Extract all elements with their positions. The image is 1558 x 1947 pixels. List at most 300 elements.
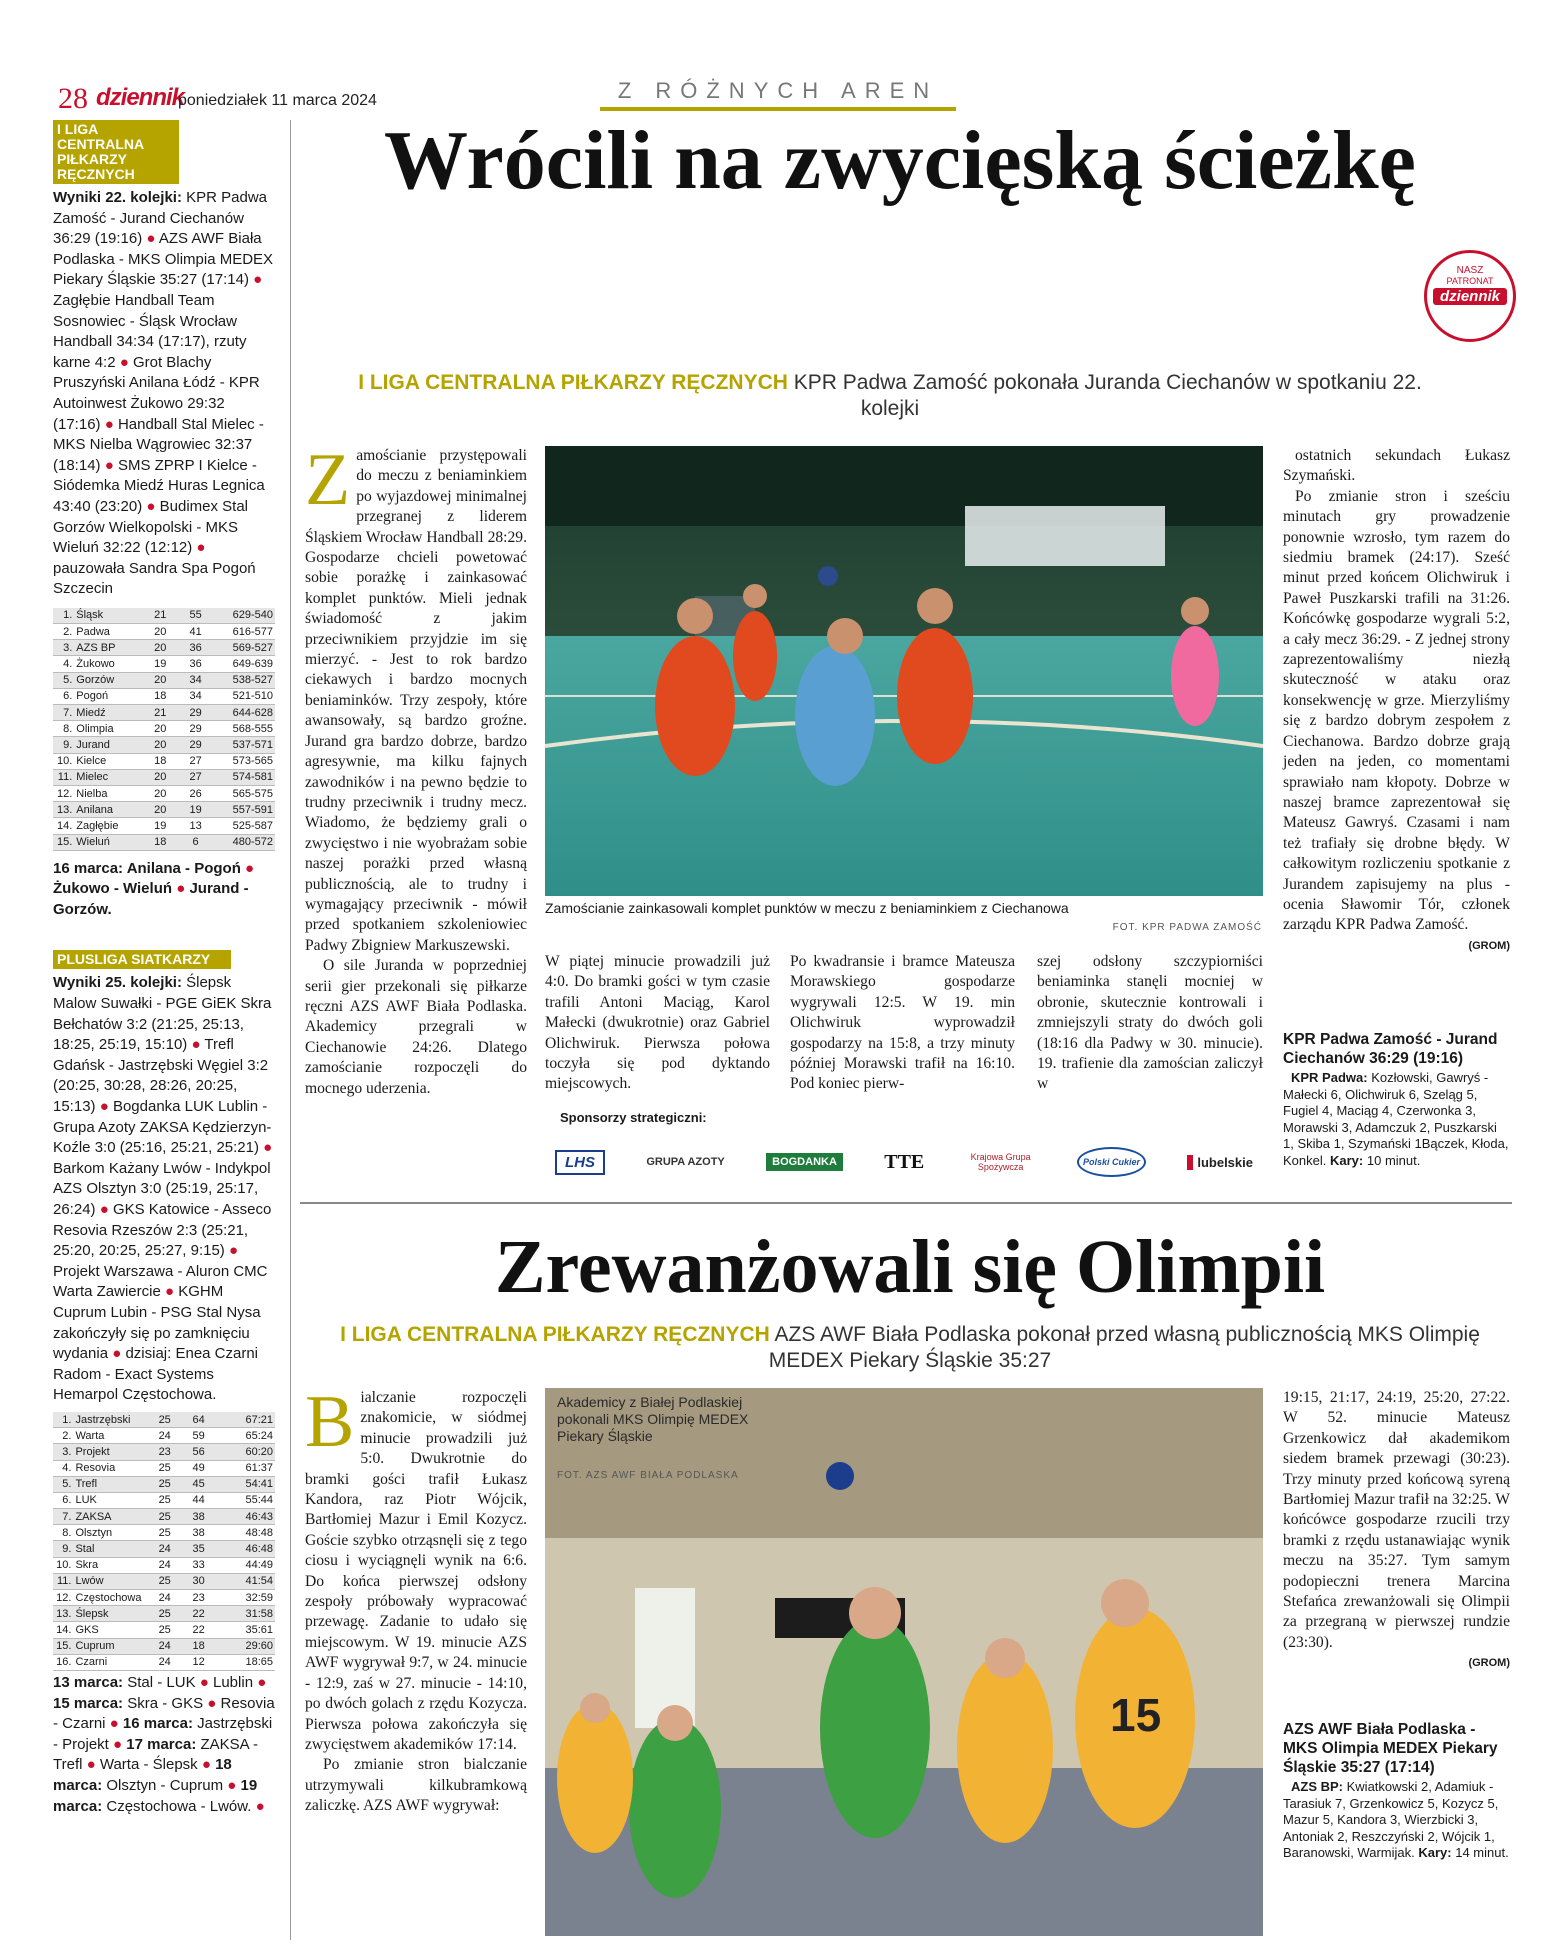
standings-score: 521-510 xyxy=(213,688,275,704)
standings-score: 44:49 xyxy=(216,1557,275,1573)
standings-points: 29 xyxy=(178,705,213,721)
standings-rank: 11. xyxy=(53,1573,73,1589)
article2-box-players: Kwiatkowski 2, Adamiuk - Tarasiuk 7, Grzenkowicz 5, Kozycz 5, Mazur 5, Kandora 3, Wierzbicki 3, Antoniak 2, Reszczyński 2, Wójcik 1, Baranowski, Warmijak. xyxy=(1283,1779,1499,1860)
volleyball-results-label: Wyniki 25. kolejki: xyxy=(53,974,182,992)
standings-score: 46:43 xyxy=(216,1509,275,1525)
standings-points: 26 xyxy=(178,785,213,801)
standings-rank: 6. xyxy=(53,688,74,704)
standings-games: 24 xyxy=(148,1590,182,1606)
sponsor-logo: Polski Cukier xyxy=(1077,1147,1146,1177)
fixture-game: Stal - LUK xyxy=(127,1673,196,1691)
standings-row xyxy=(53,1476,275,1492)
standings-rank: 9. xyxy=(53,737,74,753)
standings-rank: 12. xyxy=(53,785,74,801)
standings-team: Padwa xyxy=(74,624,142,640)
standings-rank: 10. xyxy=(53,753,74,769)
standings-games: 24 xyxy=(148,1654,182,1670)
standings-points: 33 xyxy=(182,1557,216,1573)
standings-score: 525-587 xyxy=(213,818,275,834)
standings-team: Kielce xyxy=(74,753,142,769)
fixture-date: 19 marca: xyxy=(53,1776,258,1815)
standings-row xyxy=(53,1638,275,1654)
standings-rank: 13. xyxy=(53,802,74,818)
standings-games: 20 xyxy=(143,769,178,785)
standings-score: 538-527 xyxy=(213,672,275,688)
sponsor-logo: BOGDANKA xyxy=(766,1153,843,1171)
article1-box-players: Kozłowski, Gawryś - Małecki 6, Olichwiruk 6, Szeląg 5, Fugiel 4, Maciąg 4, Czerwonka 3, Morawski 3, Adamczuk 2, Puszkarski 1, Skiba 1, Szymański 1Bączek, Kłoda, Konkel. xyxy=(1283,1070,1509,1168)
article1-lede xyxy=(330,370,1450,422)
standings-rank: 5. xyxy=(53,1476,73,1492)
fixture-game: Jastrzębski - Projekt xyxy=(53,1715,273,1753)
brand-logo: dziennik xyxy=(96,84,185,111)
standings-rank: 5. xyxy=(53,672,74,688)
patronage-badge xyxy=(1424,250,1516,342)
standings-row xyxy=(53,656,275,672)
standings-score: 46:48 xyxy=(216,1541,275,1557)
standings-team: Żukowo xyxy=(74,656,142,672)
standings-team: Trefl xyxy=(73,1476,147,1492)
article1-lede-league: I LIGA CENTRALNA PIŁKARZY RĘCZNYCH xyxy=(358,371,788,394)
standings-games: 20 xyxy=(143,737,178,753)
article2-headline: Zrewanżowali się Olimpii xyxy=(494,1225,1326,1309)
standings-team: Resovia xyxy=(73,1460,147,1476)
standings-games: 24 xyxy=(148,1428,182,1444)
volleyball-result: Barkom Każany Lwów - Indykpol AZS Olsztyn 3:0 (25:19, 25:17, 26:24) xyxy=(53,1159,271,1218)
handball-results: Wyniki 22. kolejki: KPR Padwa Zamość - Jurand Ciechanów 36:29 (19:16) ● AZS AWF Biała Podlaska - MKS Olimpia MEDEX Piekary Śląskie 35:27 (17:14) ● Zagłębie Handball Team Sosnowiec - Śląsk Wrocław Handball 34:34 (17:17), rzuty karne 4:2 ● Grot Blachy Pruszyński Anilana Łódź - KPR Autoinwest Żukowo 29:32 (17:16) ● Handball Stal Mielec - MKS Nielba Wągrowiec 32:37 (18:14) ● SMS ZPRP I Kielce - Siódemka Miedź Huras Legnica 43:40 (23:20) ● Budimex Stal Gorzów Wielkopolski - MKS Wieluń 32:22 (12:12) ● pauzowała Sandra Spa Pogoń Szczecin xyxy=(53,189,274,598)
fixture-game: Resovia - Czarni xyxy=(53,1694,275,1733)
standings-score: 31:58 xyxy=(216,1606,275,1622)
standings-score: 649-639 xyxy=(213,656,275,672)
handball-next-label: 16 marca: xyxy=(53,859,124,877)
standings-row xyxy=(53,769,275,785)
article1-photo-credit: FOT. KPR PADWA ZAMOŚĆ xyxy=(1112,922,1262,933)
volleyball-result: GKS Katowice - Asseco Resovia Rzeszów 2:3 (25:21, 25:20, 20:25, 25:27, 9:15) xyxy=(53,1201,272,1260)
article2-lede-text: AZS AWF Biała Podlaska pokonał przed własną publicznością MKS Olimpię MEDEX Piekary Śląskie 35:27 xyxy=(768,1323,1480,1372)
standings-games: 25 xyxy=(148,1573,182,1589)
standings-games: 25 xyxy=(148,1460,182,1476)
standings-rank: 1. xyxy=(53,608,74,624)
article2-box-lineup xyxy=(1283,1779,1510,1862)
standings-team: Wieluń xyxy=(74,834,142,850)
standings-team: Ślepsk xyxy=(73,1606,147,1622)
standings-row xyxy=(53,1654,275,1670)
standings-row xyxy=(53,721,275,737)
standings-team: Projekt xyxy=(73,1444,147,1460)
standings-points: 34 xyxy=(178,672,213,688)
article1-col1-p2: O sile Juranda w poprzedniej serii gier przekonali się piłkarze ręczni AZS AWF Biała Podlaska. Akademicy przegrali w Ciechanowie 24:26. Dlatego zamościanie rozpoczęli do mocnego uderzenia. xyxy=(305,957,527,1097)
standings-team: Gorzów xyxy=(74,672,142,688)
handball-heading: I LIGA CENTRALNA PIŁKARZY RĘCZNYCH xyxy=(53,120,179,184)
standings-points: 36 xyxy=(178,656,213,672)
standings-row xyxy=(53,688,275,704)
standings-points: 29 xyxy=(178,737,213,753)
standings-score: 60:20 xyxy=(216,1444,275,1460)
article2-lede-league: I LIGA CENTRALNA PIŁKARZY RĘCZNYCH xyxy=(340,1323,770,1346)
volleyball-result: dzisiaj: Enea Czarni Radom - Exact Systems Hemarpol Częstochowa. xyxy=(53,1345,259,1404)
handball-result: Budimex Stal Gorzów Wielkopolski - MKS Wieluń 32:22 (12:12) xyxy=(53,497,249,557)
volleyball-fixtures: 13 marca: Stal - LUK ● Lublin ● 15 marca: Skra - GKS ● Resovia - Czarni ● 16 marca: Jastrzębski - Projekt ● 17 marca: ZAKSA - Trefl ● Warta - Ślepsk ● 18 marca: Olsztyn - Cuprum ● 19 marca: Częstochowa - Lwów. ● xyxy=(53,1673,275,1815)
standings-games: 18 xyxy=(143,753,178,769)
standings-row xyxy=(53,1541,275,1557)
standings-team: LUK xyxy=(73,1492,147,1508)
article1-box-pen: 10 minut. xyxy=(1366,1152,1421,1168)
standings-games: 19 xyxy=(143,656,178,672)
sidebar-divider xyxy=(290,120,291,1940)
article1-photo xyxy=(545,446,1263,896)
article1-box-pen-label: Kary: xyxy=(1330,1152,1364,1168)
standings-points: 18 xyxy=(182,1638,216,1654)
standings-score: 616-577 xyxy=(213,624,275,640)
standings-games: 25 xyxy=(148,1412,182,1428)
standings-games: 25 xyxy=(148,1622,182,1638)
article1-col5-p1: ostatnich sekundach Łukasz Szymański. xyxy=(1283,447,1510,485)
standings-score: 18:65 xyxy=(216,1654,275,1670)
standings-points: 56 xyxy=(182,1444,216,1460)
article1-column-4: szej odsłony szczypiorniści beniaminka stanęli mocniej w obronie, skutecznie kontrowali i zmniejszyli straty do dwóch goli (18:16 dla Padwy w 30. minucie). 19. trafienie dla zamościan zaliczył w xyxy=(1037,953,1263,1093)
standings-team: Miedź xyxy=(74,705,142,721)
handball-result: SMS ZPRP I Kielce - Siódemka Miedź Huras Legnica 43:40 (23:20) xyxy=(53,456,265,515)
standings-team: Stal xyxy=(73,1541,147,1557)
article1-signature: (GROM) xyxy=(1468,939,1510,952)
article2-result-box xyxy=(1283,1720,1510,1862)
article2-photo-credit: FOT. AZS AWF BIAŁA PODLASKA xyxy=(557,1470,739,1481)
article1-column-5 xyxy=(1283,446,1510,956)
standings-row xyxy=(53,1557,275,1573)
volleyball-result: Bogdanka LUK Lublin - Grupa Azoty ZAKSA Kędzierzyn-Koźle 3:0 (25:16, 25:21, 25:21) xyxy=(53,1098,272,1157)
standings-points: 36 xyxy=(178,640,213,656)
standings-points: 44 xyxy=(182,1492,216,1508)
standings-row xyxy=(53,1444,275,1460)
standings-points: 27 xyxy=(178,753,213,769)
article1-box-title: KPR Padwa Zamość - Jurand Ciechanów 36:29 (19:16) xyxy=(1283,1031,1498,1067)
handball-result: Grot Blachy Pruszyński Anilana Łódź - KPR Autoinwest Żukowo 29:32 (17:16) xyxy=(53,353,260,433)
standings-team: GKS xyxy=(73,1622,147,1638)
standings-games: 19 xyxy=(143,818,178,834)
standings-games: 24 xyxy=(148,1541,182,1557)
article2-col5: 19:15, 21:17, 24:19, 25:20, 27:22. W 52. minucie Mateusz Grzenkowicz dał akademikom siedem bramek przewagi (30:23). Trzy minuty przed końcową syreną Bartłomiej Mazur trafił na 32:25. W końcówce gospodarze rzucili trzy bramki z rzędu ustanawiając wynik meczu na 35:27. Tym samym podopieczni trenera Marcina Stefańca zrewanżowali się Olimpii za przegraną w pierwszej rundzie (23:30). xyxy=(1283,1389,1510,1651)
standings-points: 35 xyxy=(182,1541,216,1557)
standings-row xyxy=(53,1509,275,1525)
standings-points: 22 xyxy=(182,1606,216,1622)
article2-signature: (GROM) xyxy=(1468,1657,1510,1670)
standings-row xyxy=(53,1460,275,1476)
article2-box-pen: 14 minut. xyxy=(1455,1845,1509,1860)
standings-games: 20 xyxy=(143,624,178,640)
badge-brand: dziennik xyxy=(1433,288,1507,305)
standings-points: 27 xyxy=(178,769,213,785)
standings-row xyxy=(53,1492,275,1508)
article1-box-lineup xyxy=(1283,1070,1510,1169)
article1-col1-p1: amościanie przystępowali do meczu z beniaminkiem po wyjazdowej minimalnej przegranej z liderem Śląskiem Wrocław Handball 28:29. Gospodarze chcieli powetować sobie porażkę i zainkasować komplet punktów. Mieli jednak świadomość z jakim przeciwnikiem przyjdzie im się mierzyć. - Jest to rok bardzo ciekawych i bardzo mocnych beniaminków. Trzy zespoły, które awansowały, są bardzo groźne. Jurand gra bardzo dobrze, bardzo agresywnie, ma kilku fajnych zawodników i na pewno będzie to trudny przeciwnik i trudny mecz. Wiadomo, że będziemy grali o zwycięstwo i nie wyobrażam sobie naszej porażki przed własną publicznością, ale to trudny i wymagający przeciwnik - mówił przed spotkaniem szkoleniowiec Padwy Zbigniew Markuszewski. xyxy=(305,447,527,954)
volleyball-result: Ślepsk Malow Suwałki - PGE GiEK Skra Bełchatów 3:2 (21:25, 25:13, 18:25, 25:19, 15:10) xyxy=(53,974,272,1054)
standings-rank: 16. xyxy=(53,1654,73,1670)
article1-column-2: W piątej minucie prowadzili już 4:0. Do bramki gości w tym czasie trafili Antoni Maciąg, Karol Małecki (dwukrotnie) oraz Gabriel Olichwiruk. Pierwsza połowa toczyła się pod dyktando miejscowych. xyxy=(545,953,770,1093)
standings-games: 24 xyxy=(148,1638,182,1654)
volleyball-result: KGHM Cuprum Lubin - PSG Stal Nysa zakończyły się po zamknięciu wydania xyxy=(53,1283,261,1363)
fixture-date: 18 marca: xyxy=(53,1756,232,1794)
standings-rank: 8. xyxy=(53,721,74,737)
handball-next-round: 16 marca: Anilana - Pogoń ● Żukowo - Wieluń ● Jurand - Gorzów. xyxy=(53,859,255,918)
standings-score: 569-527 xyxy=(213,640,275,656)
article2-box-title: AZS AWF Biała Podlaska - MKS Olimpia MEDEX Piekary Śląskie 35:27 (17:14) xyxy=(1283,1721,1498,1776)
standings-team: Zagłębie xyxy=(74,818,142,834)
standings-points: 23 xyxy=(182,1590,216,1606)
standings-points: 38 xyxy=(182,1525,216,1541)
article2-dropcap: B xyxy=(305,1381,355,1463)
standings-rank: 14. xyxy=(53,818,74,834)
fixture-date: 13 marca: xyxy=(53,1673,124,1691)
standings-points: 34 xyxy=(178,688,213,704)
standings-row xyxy=(53,818,275,834)
standings-score: 35:61 xyxy=(216,1622,275,1638)
standings-team: Lwów xyxy=(73,1573,147,1589)
standings-points: 64 xyxy=(182,1412,216,1428)
article1-column-3: Po kwadransie i bramce Mateusza Morawskiego gospodarze wygrywali 12:5. W 19. min Olichwiruk wyprowadził gospodarzy na 15:8, a trzy minuty później Morawski trafił na 16:10. Pod koniec pierw- xyxy=(790,953,1015,1093)
standings-games: 23 xyxy=(148,1444,182,1460)
standings-score: 573-565 xyxy=(213,753,275,769)
standings-team: Jurand xyxy=(74,737,142,753)
article2-col1-p2: Po zmianie stron bialczanie utrzymywali kilkubramkową zaliczkę. AZS AWF wygrywał: xyxy=(305,1756,527,1815)
standings-score: 537-571 xyxy=(213,737,275,753)
article2-photo-caption: Akademicy z Białej Podlaskiej pokonali MKS Olimpię MEDEX Piekary Śląskie xyxy=(557,1394,749,1444)
volleyball-result: Projekt Warszawa - Aluron CMC Warta Zawiercie xyxy=(53,1262,268,1301)
standings-row xyxy=(53,705,275,721)
standings-rank: 2. xyxy=(53,1428,73,1444)
standings-row xyxy=(53,1622,275,1638)
standings-games: 20 xyxy=(143,802,178,818)
article1-photo-caption: Zamościanie zainkasowali komplet punktów w meczu z beniaminkiem z Ciechanowa xyxy=(545,900,1069,916)
standings-rank: 10. xyxy=(53,1557,73,1573)
standings-score: 55:44 xyxy=(216,1492,275,1508)
standings-points: 30 xyxy=(182,1573,216,1589)
standings-rank: 12. xyxy=(53,1590,73,1606)
standings-row xyxy=(53,1590,275,1606)
article1-column-1 xyxy=(305,439,527,1099)
standings-team: Czarni xyxy=(73,1654,147,1670)
standings-points: 22 xyxy=(182,1622,216,1638)
article2-photo xyxy=(545,1388,1263,1936)
standings-row xyxy=(53,624,275,640)
standings-points: 41 xyxy=(178,624,213,640)
standings-games: 18 xyxy=(143,688,178,704)
standings-points: 12 xyxy=(182,1654,216,1670)
standings-team: Olimpia xyxy=(74,721,142,737)
article2-column-1 xyxy=(305,1381,527,1817)
standings-score: 67:21 xyxy=(216,1412,275,1428)
standings-points: 59 xyxy=(182,1428,216,1444)
standings-rank: 3. xyxy=(53,640,74,656)
standings-team: Anilana xyxy=(74,802,142,818)
handball-fixture: Jurand - Gorzów. xyxy=(53,880,249,918)
article2-column-5 xyxy=(1283,1388,1510,1674)
handball-result: AZS AWF Biała Podlaska - MKS Olimpia MEDEX Piekary Śląskie 35:27 (17:14) xyxy=(53,230,274,289)
standings-rank: 6. xyxy=(53,1492,73,1508)
standings-rank: 2. xyxy=(53,624,74,640)
standings-rank: 15. xyxy=(53,834,74,850)
standings-team: Śląsk xyxy=(74,608,142,624)
standings-games: 25 xyxy=(148,1509,182,1525)
article2-box-pen-label: Kary: xyxy=(1418,1845,1452,1860)
standings-row xyxy=(53,672,275,688)
standings-team: Jastrzębski xyxy=(73,1412,147,1428)
standings-row xyxy=(53,785,275,801)
badge-mid: PATRONAT xyxy=(1446,276,1494,286)
standings-row xyxy=(53,802,275,818)
volleyball-standings-table xyxy=(53,1412,275,1671)
standings-row xyxy=(53,753,275,769)
sponsors-label: Sponsorzy strategiczni: xyxy=(560,1110,707,1125)
sponsor-logo: Krajowa Grupa Spożywcza xyxy=(970,1152,1031,1172)
standings-team: Cuprum xyxy=(73,1638,147,1654)
handball-result: Zagłębie Handball Team Sosnowiec - Śląsk Wrocław Handball 34:34 (17:17), rzuty karne 4:2 xyxy=(53,291,247,371)
sidebar xyxy=(53,120,275,1817)
volleyball-heading: PLUSLIGA SIATKARZY xyxy=(53,950,231,969)
standings-rank: 8. xyxy=(53,1525,73,1541)
standings-team: Częstochowa xyxy=(73,1590,147,1606)
standings-row xyxy=(53,1573,275,1589)
standings-rank: 4. xyxy=(53,656,74,672)
standings-score: 557-591 xyxy=(213,802,275,818)
standings-row xyxy=(53,1606,275,1622)
standings-score: 41:54 xyxy=(216,1573,275,1589)
handball-match-photo xyxy=(545,446,1263,896)
standings-games: 20 xyxy=(143,672,178,688)
sponsor-logo: GRUPA AZOTY xyxy=(646,1156,725,1168)
badge-top: NASZ xyxy=(1456,265,1484,276)
article2-col1-p1: ialczanie rozpoczęli znakomicie, w siódmej minucie prowadzili już 5:0. Dwukrotnie do bramki gości trafił Łukasz Kandora, raz Piotr Wójcik, Bartłomiej Mazur i Emil Kozycz. Goście szybko otrząsnęli się z tego ciosu i wyciągnęli wynik na 6:6. Do końca pierwszej odsłony zespoły próbowały wypracować przewagę. Zadanie to udało się miejscowym. W 19. minucie AZS AWF wygrywał 9:7, w 24. minucie - 12:9, zaś w 27. minucie - 14:10, po dwóch golach z rzędu Kozycza. Pierwsza połowa zakończyła się zwycięstwem akademików 17:14. xyxy=(305,1389,527,1753)
standings-row xyxy=(53,1525,275,1541)
standings-points: 13 xyxy=(178,818,213,834)
standings-points: 38 xyxy=(182,1509,216,1525)
sponsor-logo: TTE xyxy=(884,1150,925,1173)
handball-result: pauzowała Sandra Spa Pogoń Szczecin xyxy=(53,559,256,598)
standings-row xyxy=(53,834,275,850)
standings-score: 54:41 xyxy=(216,1476,275,1492)
sponsor-logo: lubelskie xyxy=(1187,1155,1253,1170)
handball-results-label: Wyniki 22. kolejki: xyxy=(53,189,182,206)
standings-points: 19 xyxy=(178,802,213,818)
article1-box-team: KPR Padwa: xyxy=(1291,1070,1368,1085)
article1-headline: Wrócili na zwycięską ścieżkę xyxy=(384,114,1416,207)
standings-team: Skra xyxy=(73,1557,147,1573)
fixture-game: Olsztyn - Cuprum xyxy=(106,1776,224,1794)
standings-games: 25 xyxy=(148,1606,182,1622)
standings-score: 32:59 xyxy=(216,1590,275,1606)
standings-score: 574-581 xyxy=(213,769,275,785)
standings-games: 21 xyxy=(143,608,178,624)
standings-score: 29:60 xyxy=(216,1638,275,1654)
standings-team: Mielec xyxy=(74,769,142,785)
standings-games: 25 xyxy=(148,1476,182,1492)
handball-result: Handball Stal Mielec - MKS Nielba Wągrowiec 32:37 (18:14) xyxy=(53,415,264,474)
standings-games: 18 xyxy=(143,834,178,850)
fixture-game: Lublin xyxy=(213,1673,254,1691)
handball-fixture: Żukowo - Wieluń xyxy=(53,880,173,898)
standings-score: 568-555 xyxy=(213,721,275,737)
standings-points: 6 xyxy=(178,834,213,850)
standings-rank: 14. xyxy=(53,1622,73,1638)
fixture-date: 16 marca: xyxy=(122,1715,193,1733)
standings-games: 20 xyxy=(143,785,178,801)
section-title: Z RÓŻNYCH AREN xyxy=(617,78,939,103)
standings-games: 25 xyxy=(148,1492,182,1508)
fixture-game: ZAKSA - Trefl xyxy=(53,1735,259,1774)
fixture-date: 17 marca: xyxy=(126,1735,197,1753)
standings-score: 644-628 xyxy=(213,705,275,721)
standings-games: 25 xyxy=(148,1525,182,1541)
standings-score: 629-540 xyxy=(213,608,275,624)
standings-points: 49 xyxy=(182,1460,216,1476)
article1-lede-text: KPR Padwa Zamość pokonała Juranda Ciechanów w spotkaniu 22. kolejki xyxy=(793,371,1422,420)
standings-points: 55 xyxy=(178,608,213,624)
fixture-game: Częstochowa - Lwów. xyxy=(106,1797,252,1815)
standings-score: 61:37 xyxy=(216,1460,275,1476)
volleyball-results: Wyniki 25. kolejki: Ślepsk Malow Suwałki - PGE GiEK Skra Bełchatów 3:2 (21:25, 25:13, 18:25, 25:19, 15:10) ● Trefl Gdańsk - Jastrzębski Węgiel 3:2 (20:25, 30:28, 28:26, 20:25, 15:13) ● Bogdanka LUK Lublin - Grupa Azoty ZAKSA Kędzierzyn-Koźle 3:0 (25:16, 25:21, 25:21) ● Barkom Każany Lwów - Indykpol AZS Olsztyn 3:0 (25:19, 25:17, 26:24) ● GKS Katowice - Asseco Resovia Rzeszów 2:3 (25:21, 25:20, 20:25, 25:27, 9:15) ● Projekt Warszawa - Aluron CMC Warta Zawiercie ● KGHM Cuprum Lubin - PSG Stal Nysa zakończyły się po zamknięciu wydania ● dzisiaj: Enea Czarni Radom - Exact Systems Hemarpol Częstochowa. xyxy=(53,974,273,1404)
standings-rank: 9. xyxy=(53,1541,73,1557)
standings-rank: 7. xyxy=(53,1509,73,1525)
article-separator xyxy=(300,1202,1512,1204)
standings-games: 24 xyxy=(148,1557,182,1573)
standings-team: Warta xyxy=(73,1428,147,1444)
standings-rank: 11. xyxy=(53,769,74,785)
article1-result-box xyxy=(1283,1030,1510,1169)
standings-team: Olsztyn xyxy=(73,1525,147,1541)
standings-rank: 4. xyxy=(53,1460,73,1476)
standings-team: AZS BP xyxy=(74,640,142,656)
jersey-number: 15 xyxy=(1110,1689,1162,1741)
sponsors-bar xyxy=(545,1110,1263,1192)
standings-rank: 7. xyxy=(53,705,74,721)
standings-row xyxy=(53,1412,275,1428)
sponsor-logo: LHS xyxy=(555,1150,605,1175)
volleyball-result: Trefl Gdańsk - Jastrzębski Węgiel 3:2 (20:25, 30:28, 28:26, 20:25, 15:13) xyxy=(53,1036,269,1116)
fixture-game: Warta - Ślepsk xyxy=(99,1756,198,1774)
standings-games: 20 xyxy=(143,640,178,656)
standings-rank: 1. xyxy=(53,1412,73,1428)
standings-points: 45 xyxy=(182,1476,216,1492)
page-number: 28 xyxy=(58,82,88,115)
standings-rank: 13. xyxy=(53,1606,73,1622)
section-rule xyxy=(600,107,956,111)
standings-rank: 3. xyxy=(53,1444,73,1460)
handball-standings-table xyxy=(53,608,275,851)
standings-score: 65:24 xyxy=(216,1428,275,1444)
article2-lede xyxy=(310,1322,1510,1374)
fixture-game: Skra - GKS xyxy=(127,1694,204,1712)
standings-score: 565-575 xyxy=(213,785,275,801)
article1-dropcap: Z xyxy=(305,439,351,521)
standings-row xyxy=(53,608,275,624)
fixture-date: 15 marca: xyxy=(53,1694,124,1712)
standings-team: Pogoń xyxy=(74,688,142,704)
article1-col5-p2: Po zmianie stron i sześciu minutach gry prowadzenie ponownie wzrosło, tym razem do siedmiu bramek (24:17). Sześć minut przed końcem Olichwiruk i Paweł Puszkarski trafili na 31:26. Końcówkę gospodarze wygrali 5:2, a cały mecz 36:29. - Z jednej strony zaprezentowaliśmy niezłą skuteczność w ataku oraz konsekwencję w grze. Mierzyliśmy się z bardzo dobrym zespołem z Ciechanowa. Bardzo dobrze grają jeden na jeden, co momentami sprawiało nam kłopoty. Dobrze w naszej bramce zaprezentował się Mateusz Gawryś. Czasami i nam też trafiały się drobne błędy. W całkowitym rozliczeniu spotkanie z Jurandem zapisujemy na plus - ocenia Sławomir Tór, członek zarządu KPR Padwa Zamość. xyxy=(1283,487,1510,934)
standings-games: 20 xyxy=(143,721,178,737)
standings-team: ZAKSA xyxy=(73,1509,147,1525)
handball-result: KPR Padwa Zamość - Jurand Ciechanów 36:29 (19:16) xyxy=(53,189,267,248)
standings-row xyxy=(53,1428,275,1444)
standings-games: 21 xyxy=(143,705,178,721)
standings-score: 48:48 xyxy=(216,1525,275,1541)
article2-box-team: AZS BP: xyxy=(1291,1779,1343,1794)
standings-rank: 15. xyxy=(53,1638,73,1654)
standings-row xyxy=(53,640,275,656)
standings-team: Nielba xyxy=(74,785,142,801)
standings-points: 29 xyxy=(178,721,213,737)
standings-row xyxy=(53,737,275,753)
handball-fixture: Anilana - Pogoń xyxy=(126,859,241,877)
issue-date: poniedziałek 11 marca 2024 xyxy=(178,92,377,109)
standings-score: 480-572 xyxy=(213,834,275,850)
